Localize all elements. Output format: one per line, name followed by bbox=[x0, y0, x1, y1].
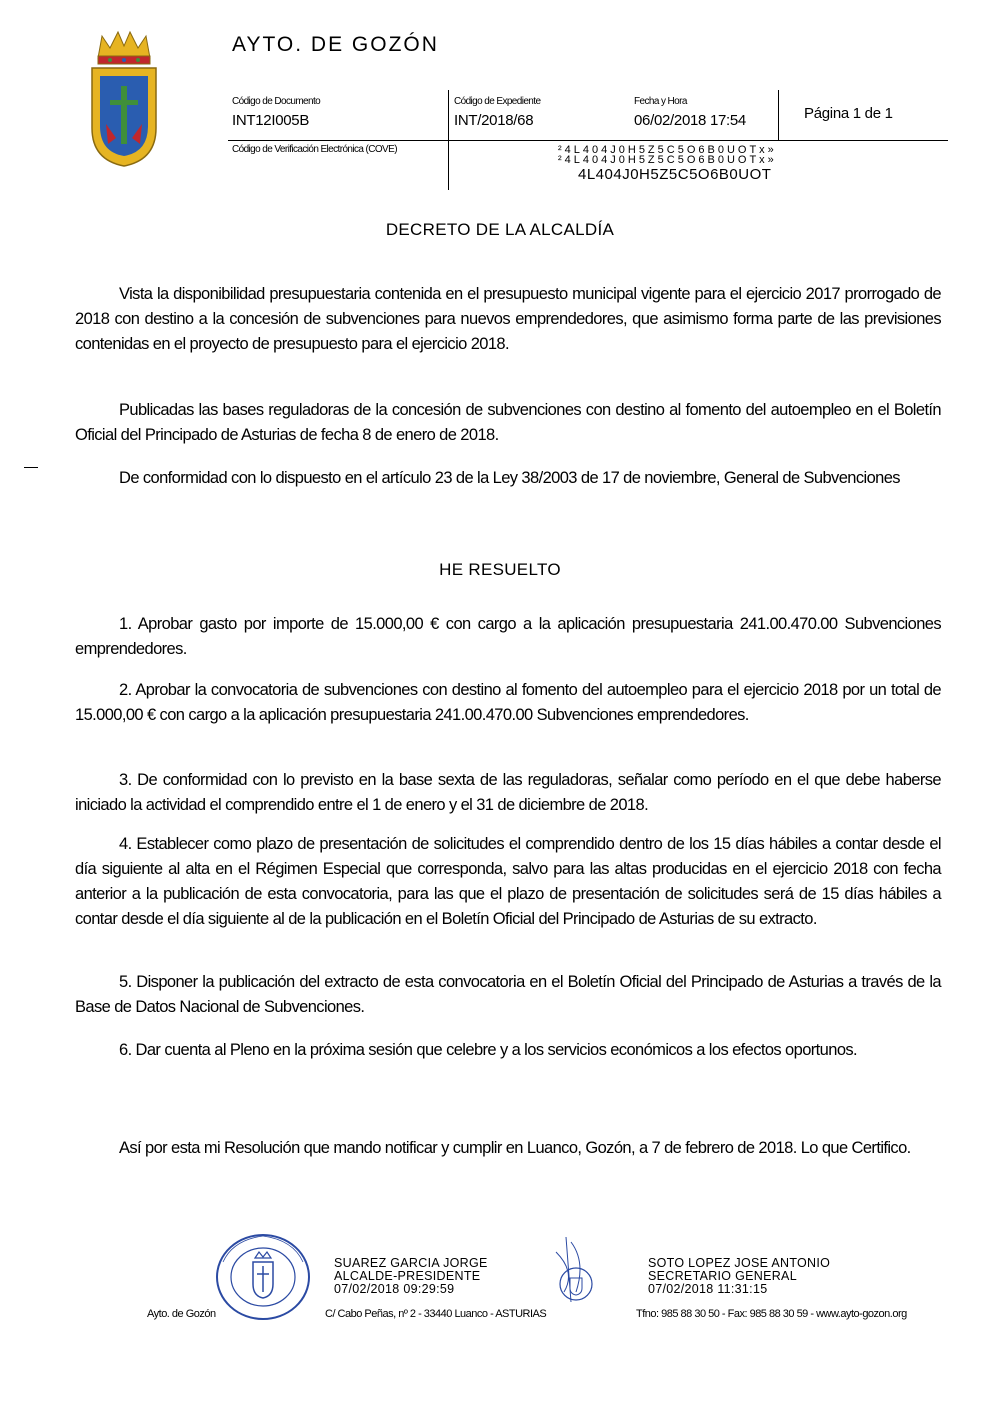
resolution-item-1: 1. Aprobar gasto por importe de 15.000,00 € con cargo a la aplicación presupuestaria 241.00.470.00 Subvenciones emprendedores. bbox=[75, 615, 941, 658]
preamble-paragraph-1: Vista la disponibilidad presupuestaria contenida en el presupuesto municipal vigente para el ejercicio 2017 prorrogado de 2018 con destino a la concesión de subvenciones para nuevos emprendedores, que asimismo forma parte de las previsiones contenidas en el proyecto de presupuesto para el ejercicio 2018. bbox=[75, 285, 941, 353]
secretary-name: SOTO LOPEZ JOSE ANTONIO bbox=[648, 1256, 831, 1270]
csv-label: Código de Verificación Electrónica (COVE) bbox=[232, 144, 397, 155]
resolution-item-3: 3. De conformidad con lo previsto en la base sexta de las reguladoras, señalar como período en el que debe haberse iniciado la actividad el comprendido entre el 1 de enero y el 31 de diciembre de 2018. bbox=[75, 771, 941, 814]
handwritten-signature-stamp bbox=[536, 1232, 606, 1312]
resolution-heading: HE RESUELTO bbox=[439, 560, 561, 579]
resolution-item-4: 4. Establecer como plazo de presentación de solicitudes el comprendido dentro de los 15 días hábiles a contar desde el día siguiente al alta en el Régimen Especial que corresponda, salvo para las altas producidas en el ejercicio 2018 con fecha anterior a la publicación de esta convocatoria, para las que el plazo de presentación de solicitudes será de 15 días hábiles a contar desde el día siguiente al de la publicación en el Boletín Oficial del Principado de Asturias de su extracto. bbox=[75, 835, 941, 928]
barcode-line-1: ²4L404J0H5Z5C5O6B0UOTx» bbox=[558, 144, 777, 156]
barcode-line-2: ²4L404J0H5Z5C5O6B0UOTx» bbox=[558, 154, 777, 166]
secretary-role: SECRETARIO GENERAL bbox=[648, 1269, 797, 1283]
coat-of-arms-logo bbox=[88, 28, 160, 168]
mayor-sign-datetime: 07/02/2018 09:29:59 bbox=[334, 1282, 455, 1296]
preamble-paragraph-2: Publicadas las bases reguladoras de la concesión de subvenciones con destino al fomento del autoempleo en el Boletín Oficial del Principado de Asturias de fecha 8 de enero de 2018. bbox=[75, 401, 941, 444]
mayor-role: ALCALDE-PRESIDENTE bbox=[334, 1269, 481, 1283]
cove-code: 4L404J0H5Z5C5O6B0UOT bbox=[578, 166, 772, 183]
datetime-value: 06/02/2018 17:54 bbox=[634, 112, 746, 129]
preamble-paragraph-3: De conformidad con lo dispuesto en el artículo 23 de la Ley 38/2003 de 17 de noviembre, General de Subvenciones bbox=[119, 469, 900, 487]
file-code-value: INT/2018/68 bbox=[454, 112, 534, 129]
footer-contact: Tfno: 985 88 30 50 - Fax: 985 88 30 59 - www.ayto-gozon.org bbox=[636, 1308, 907, 1320]
margin-mark bbox=[24, 467, 38, 468]
doc-code-label: Código de Documento bbox=[232, 96, 321, 107]
footer-address: C/ Cabo Peñas, nº 2 - 33440 Luanco - ASTURIAS bbox=[325, 1308, 547, 1320]
document-header-table bbox=[228, 90, 948, 190]
resolution-item-5: 5. Disponer la publicación del extracto de esta convocatoria en el Boletín Oficial del Principado de Asturias a través de la Base de Datos Nacional de Subvenciones. bbox=[75, 973, 941, 1016]
organization-name: AYTO. DE GOZÓN bbox=[232, 33, 439, 56]
resolution-item-2: 2. Aprobar la convocatoria de subvenciones con destino al fomento del autoempleo para el ejercicio 2018 por un total de 15.000,00 € con cargo a la aplicación presupuestaria 241.00.470.00 Subvenciones emprendedores. bbox=[75, 681, 941, 724]
closing-paragraph: Así por esta mi Resolución que mando notificar y cumplir en Luanco, Gozón, a 7 de febrero de 2018. Lo que Certifico. bbox=[119, 1139, 911, 1157]
datetime-label: Fecha y Hora bbox=[634, 96, 687, 107]
resolution-item-6: 6. Dar cuenta al Pleno en la próxima sesión que celebre y a los servicios económicos a los efectos oportunos. bbox=[119, 1041, 858, 1059]
secretary-signature-block bbox=[648, 1257, 830, 1296]
file-code-label: Código de Expediente bbox=[454, 96, 541, 107]
decree-title: DECRETO DE LA ALCALDÍA bbox=[385, 220, 615, 239]
page-indicator: Página 1 de 1 bbox=[804, 105, 893, 122]
mayor-name: SUAREZ GARCIA JORGE bbox=[334, 1256, 488, 1270]
footer-org: Ayto. de Gozón bbox=[147, 1308, 216, 1320]
municipal-seal-stamp bbox=[213, 1232, 313, 1322]
mayor-signature-block bbox=[334, 1257, 488, 1296]
secretary-sign-datetime: 07/02/2018 11:31:15 bbox=[648, 1282, 768, 1296]
doc-code-value: INT12I005B bbox=[232, 112, 310, 129]
